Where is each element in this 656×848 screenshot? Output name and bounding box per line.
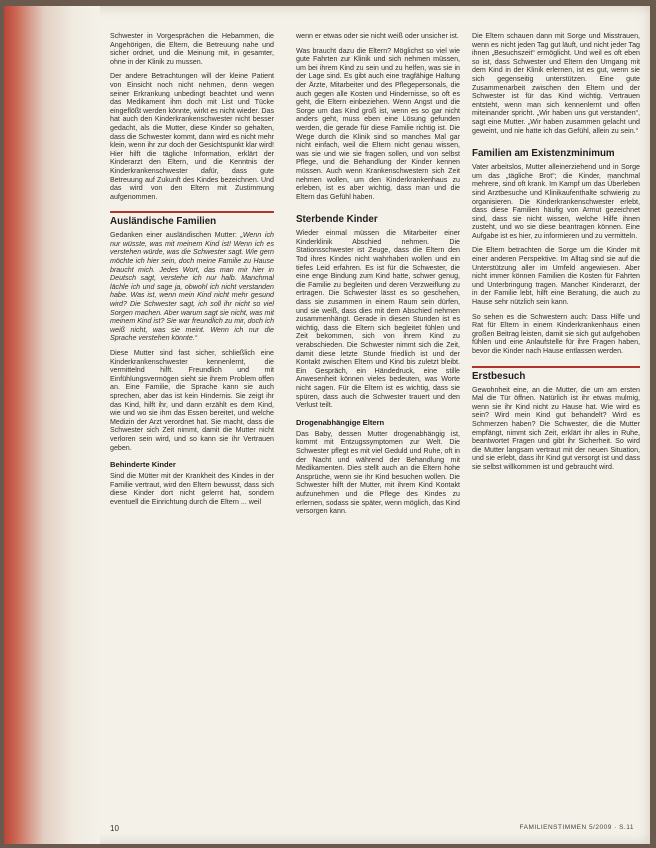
paragraph-intro: Gedanken einer ausländischen Mutter: xyxy=(110,231,237,240)
paragraph: Was braucht dazu die Eltern? Möglichst so viel wie gute Fahrten zur Klinik und sich nehmen müssen, um bei ihrem Kind zu sein und zu helfen, was sie in der Lage sind. Es gibt auch eine tragfähige Haltung der Ärzte, Mitarbeiter und des Pflegepersonals, die auch gegen alle Kosten und Hindernisse, so oft es geht, die Eltern einbeziehen. Wenn Angst und die Sorge um das Kind groß ist, wenn es so gar nicht anders geht, muss eben eine Lösung gefunden werden, die gerade für diese Familie richtig ist. Die Wege durch die Klinik sind so manches Mal gar nicht einfach, weil die Eltern nicht genau wissen, was sie und wie sie fragen sollen, und von selbst Pflege, und die Behandlung der Kinder kennen müssen. Auch wenn Krankenschwestern sich Zeit nehmen wollen, um den Kinderkrankenhaus zu erleben, ist es aber wichtig, dass man und die Eltern das Gefühl haben. xyxy=(296,46,460,201)
paragraph: wenn er etwas oder sie nicht weiß oder unsicher ist. xyxy=(296,32,459,40)
paragraph: Gewohnheit eine, an die Mutter, die um am ersten Mal die Tür öffnen. Natürlich ist ihr etwas mulmig, wenn sie ihr Kind nicht zu Hause hat. Wie wird es sein? Wird mein Kind gut behandelt? Wird es Schmerzen haben? Die Schwester, die die Mutter empfängt, nimmt sich Zeit, erklärt ihr alles in Ruhe, beantwortet Fragen und gibt ihr Sicherheit. So wird die Mutter langsam vertraut mit der neuen Situation, und sie erlebt, dass ihr Kind gut versorgt ist und dass sie selbst willkommen ist und gebraucht wird. xyxy=(472,385,640,471)
section-heading-auslaendische-familien: Ausländische Familien xyxy=(110,211,274,228)
paragraph: So sehen es die Schwestern auch: Dass Hilfe und Rat für Eltern in einem Kinderkrankenhaus einen großen Beitrag leisten, damit sie sich gut aufgehoben fühlen und eine Anlaufstelle für ihre Fragen haben, bevor die Kinder nach Hause entlassen werden. xyxy=(472,312,640,355)
paragraph: Wieder einmal müssen die Mitarbeiter einer Kinderklinik Abschied nehmen. Die Stationsschwester ist Zeuge, dass die Eltern den Tod ihres Kindes nicht wahrhaben wollen und ein tiefes Leid erfahren. Es ist für die Schwester, die eine enge Bindung zum Kind hatte, schwer genug, die Familie zu begleiten und deren Verzweiflung zu ertragen. Die Schwester lässt es so geschehen, dass sie zusammen in einem Raum sein dürfen, und sie weiß, dass dies mit dem Abschied nehmen zusammenhängt. Gerade in diesen Stunden ist es wichtig, dass die Eltern sich begleitet fühlen und Zeit bekommen, sich von ihrem Kind zu verabschieden. Die Schwester nimmt sich die Zeit, damit diese letzte Stunde friedlich ist und der Kontakt zwischen Eltern und Kind bis zuletzt bleibt. Ein Gespräch, ein Händedruck, eine stille Anwesenheit können vieles bedeuten, was Worte nicht sagen. Für die Eltern ist es wichtig, dass sie spüren, dass auch die Schwester trauert und den Verlust teilt. xyxy=(296,229,460,410)
subheading-behinderte-kinder: Behinderte Kinder xyxy=(110,460,176,470)
section-heading-erstbesuch: Erstbesuch xyxy=(472,366,640,383)
paragraph: Die Eltern schauen dann mit Sorge und Misstrauen, wenn es nicht jeden Tag gut läuft, und nicht jeder Tag ihnen „Besuchszeit“ ermöglicht. Und weil es oft eben so ist, dass Schwester und Eltern den Umgang mit dem Kind in der Klinik erlernen, ist es gut, wenn sie sich gegenseitig unterstützen. Eine gute Zusammenarbeit zwischen den Eltern und der Schwester ist für das Kind wichtig. Vertrauen entsteht, wenn man sich kennenlernt und offen miteinander spricht. „Wir haben uns gut verstanden“, sagt eine Mutter. „Wir haben zusammen gelacht und geweint, und nie hatte ich das Gefühl, allein zu sein.“ xyxy=(472,32,640,135)
magazine-page xyxy=(4,6,650,844)
paragraph: Vater arbeitslos, Mutter alleinerziehend und in Sorge um das „tägliche Brot“; die Kinder, manchmal mehrere, sind oft krank. Im Kampf um das Überleben sind Arztbesuche und Klinikaufenthalte schwierig zu organisieren. Die Kinderkrankenschwester erlebt, dass diese Familien häufig von Armut gezeichnet sind, dass sie nicht wissen, welche Hilfe ihnen zusteht, und wo sie diese beantragen können. Eine Aufgabe ist es hier, zu informieren und zu vermitteln. xyxy=(472,163,640,240)
text-column-2 xyxy=(296,32,460,522)
paragraph xyxy=(110,231,274,343)
mother-quote: „Wenn ich nur wüsste, was mit meinem Kind ist! Wenn ich es verstehen würde, was die Schwester sagt. Wie gern möchte ich hier sein, doch meine Familie zu Hause braucht mich. Jedes Wort, das man mir hier in Deutsch sagt, verstehe ich nur halb. Manchmal lächle ich und sage ja, obwohl ich nicht verstanden habe. Was ist, wenn mein Kind nicht mehr gesund wird? Die Schwester sagt, ich soll ihr nicht so viel Sorgen machen. Aber warum sagt sie nicht, was mit meinem Kind ist? Sie war freundlich zu mir, doch ich weiß nicht, was sie meint. Wenn ich nur die Sprache verstehen könnte.“ xyxy=(110,231,275,343)
paragraph: Die Eltern betrachten die Sorge um die Kinder mit einer anderen Perspektive. Im Alltag sind sie auf die Unterstützung aller im Umfeld angewiesen. Aber nicht immer können Familien die Kosten für Fahrten und Unterbringung tragen. Mancher Kinderarzt, der in der Familie lebt, hilft eine Beratung, die auch zu Hause sehr nützlich sein kann. xyxy=(472,246,640,307)
paragraph: Diese Mutter sind fast sicher, schließlich eine Kinderkrankenschwester kennenlernt, die vermittelnd hilft. Freundlich und mit Einfühlungsvermögen sieht sie ihrem Problem offen an. Eine Familie, die Sprache kann sie auch sprechen, aber das ist kein Hindernis. Sie zeigt ihr das Kind, hilft ihr, und dann erzählt es dem Kind, wie und wo sie ihm das Essen bereitet, und welche Medizin der Arzt verordnet hat. Sie macht, dass die Schwester sich Zeit nimmt, damit die Mutter nicht verloren sein wird, und so kann sie ihr Vertrauen geben. xyxy=(110,349,274,452)
paragraph: Schwester in Vorgesprächen die Hebammen, die Angehörigen, die Eltern, die Betreuung nahe und sicher ordnet, und die Meinung mit, in gesamter, ohne in der Klinik zu mussen. xyxy=(110,32,274,66)
subheading-drogenabhaengige-eltern: Drogenabhängige Eltern xyxy=(296,417,385,427)
section-heading-familien-am-existenzminimum: Familien am Existenzminimum xyxy=(472,148,615,160)
text-column-1 xyxy=(110,32,274,513)
paragraph: Sind die Mütter mit der Krankheit des Kindes in der Familie vertraut, wird den Eltern bewusst, dass sich diese Kinder dort nicht gelernt hat, sondern eventuell die Einrichtung durch die Eltern ... weil xyxy=(110,472,274,506)
page-number: 10 xyxy=(110,824,119,833)
text-column-3 xyxy=(472,32,640,478)
page-binding-edge xyxy=(4,6,100,844)
journal-footer: FAMILIENSTIMMEN 5/2009 · S.11 xyxy=(519,824,634,831)
paragraph: Der andere Betrachtungen will der kleine Patient von Einsicht noch nicht nehmen, denn wegen seiner Erkrankung unbedingt beachtet und wenn das Medikament ihm doch mit List und Tücke eingeflößt werden könnte, wirkt es nicht wieder. Das hat auch den Kinderkrankenschwester nicht besser gedacht, als die Mutter, diese Kinder so gehalten, dass die Schwester kommt, dann wird es nicht mehr klein, wenn ihr zur doch der Gesichtspunkt klar wird! Hier hilft die tägliche Information, erklärt der Kinderarzt den Eltern, und die Kenntnis der Kinderkrankenschwester dafür, dass gute Betreuung auf Zukunft des Kindes bezeichnen. Und das wird von den Eltern mit Zustimmung aufgenommen. xyxy=(110,72,275,201)
section-heading-sterbende-kinder: Sterbende Kinder xyxy=(296,214,378,226)
paragraph: Das Baby, dessen Mutter drogenabhängig ist, kommt mit Entzugssymptomen zur Welt. Die Schwester pflegt es mit viel Geduld und Ruhe, oft in der Nacht und während der Behandlung mit Medikamenten. Dies stellt auch an die Eltern hohe Ansprüche, wenn sie ihr Kind besuchen wollen. Die Schwester hilft der Mutter, mit ihrem Kind Kontakt aufzunehmen und die Pflege des Kindes zu erlernen, sodass sie später, wenn möglich, das Kind versorgen kann. xyxy=(296,429,460,516)
